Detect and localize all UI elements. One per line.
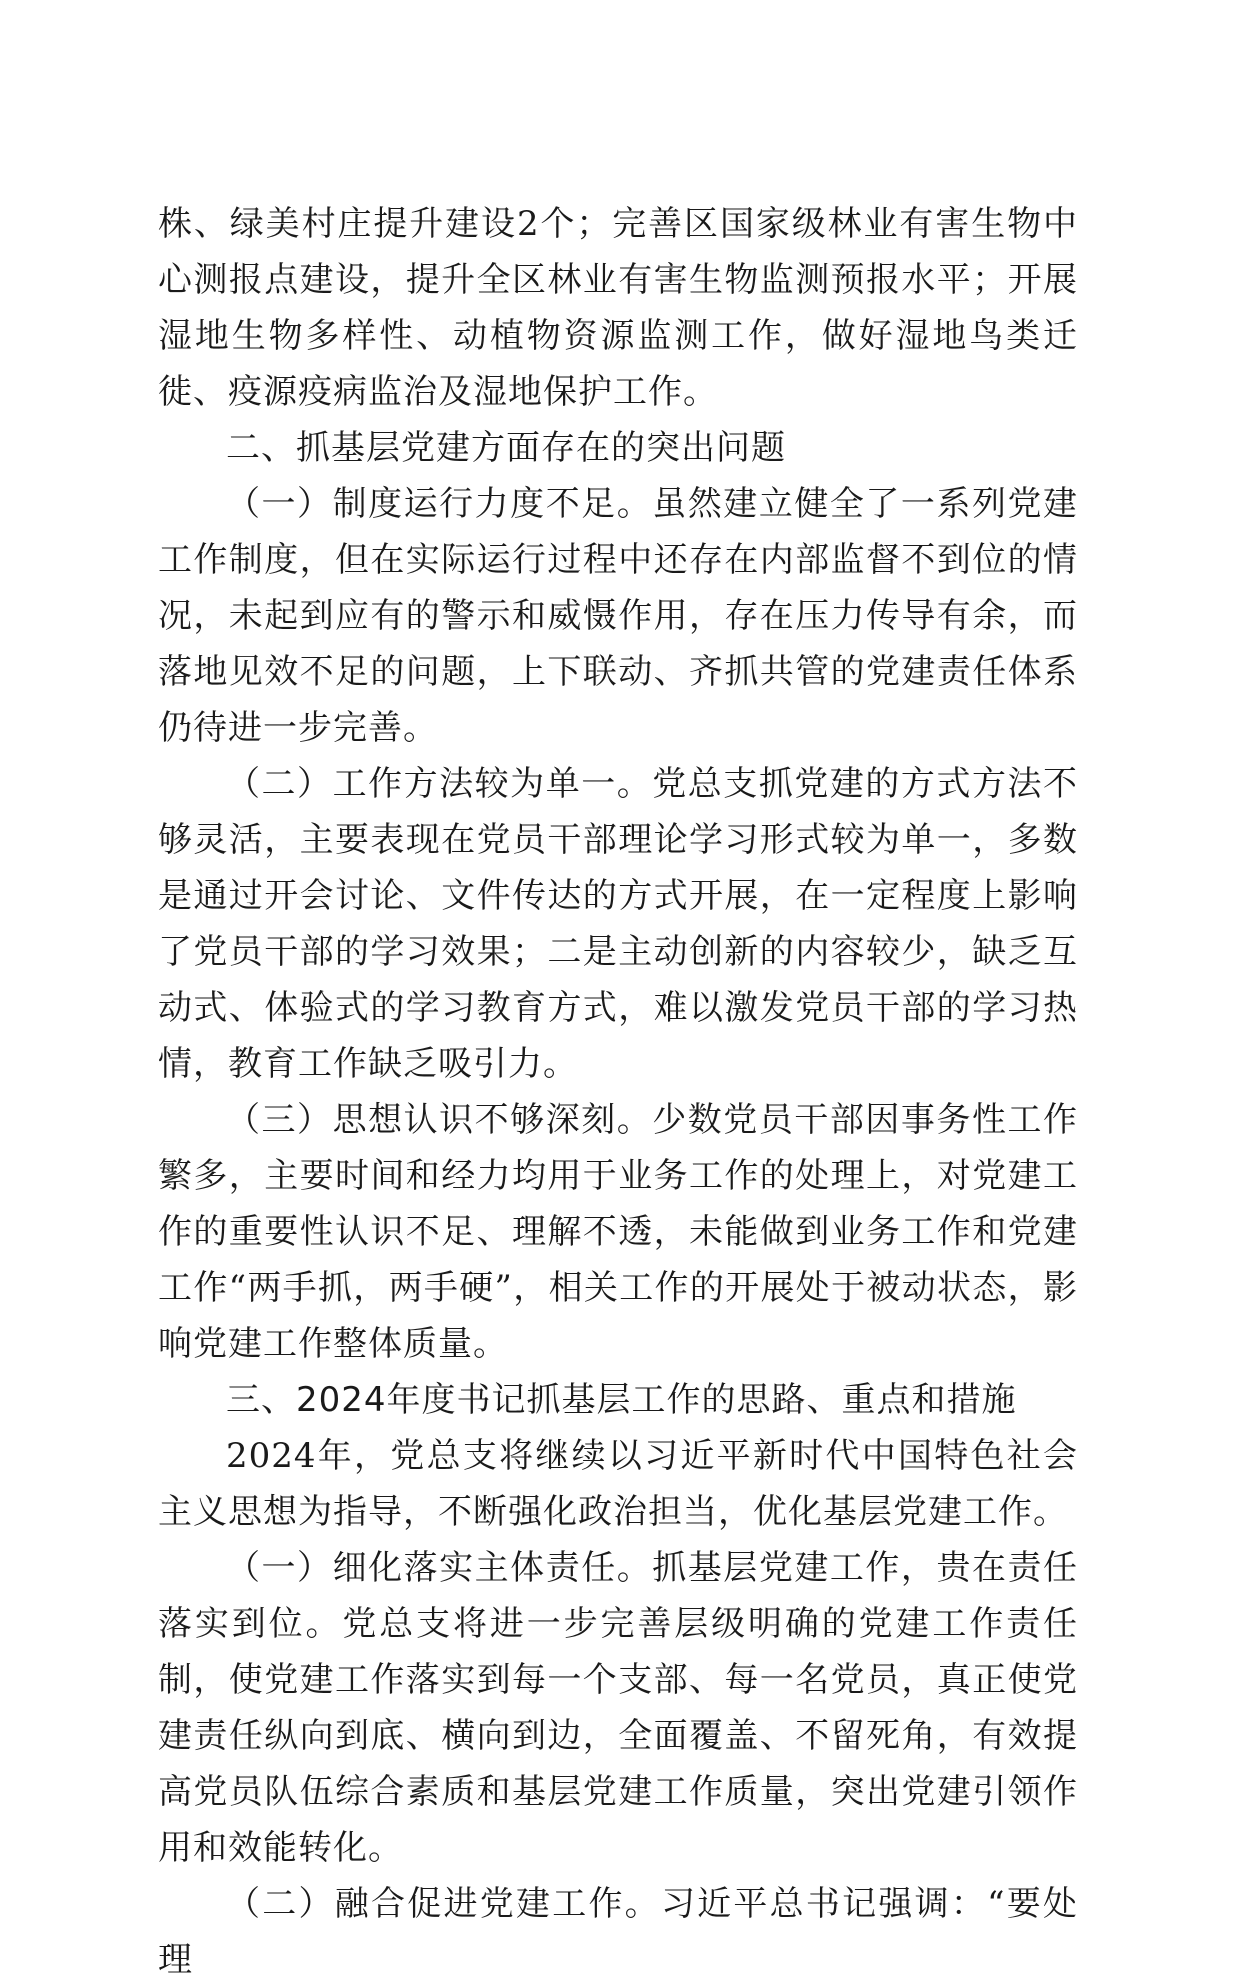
item-body: 习近平总书记强调：“要处理 <box>158 1884 1079 1980</box>
section-3-heading: 三、2024年度书记抓基层工作的思路、重点和措施 <box>226 1380 1017 1420</box>
continuation-paragraph: 株、绿美村庄提升建设2个；完善区国家级林业有害生物中心测报点建设，提升全区林业有害生物监测预报水平；开展湿地生物多样性、动植物资源监测工作，做好湿地鸟类迁徙、疫源疫病监治及湿地保护工作。 <box>158 204 1078 412</box>
document-body <box>158 196 1078 1988</box>
section-2-item-1 <box>158 476 1078 756</box>
section-3-item-1 <box>158 1540 1078 1876</box>
item-lead: （三）思想认识不够深刻。 <box>226 1100 653 1140</box>
item-body: 党总支抓党建的方式方法不够灵活，主要表现在党员干部理论学习形式较为单一，多数是通过开会讨论、文件传达的方式开展，在一定程度上影响了党员干部的学习效果；二是主动创新的内容较少，缺乏互动式、体验式的学习教育方式，难以激发党员干部的学习热情，教育工作缺乏吸引力。 <box>158 764 1079 1084</box>
item-lead: （二）工作方法较为单一。 <box>226 764 653 804</box>
item-lead: （一）细化落实主体责任。 <box>226 1548 653 1588</box>
item-lead: （一）制度运行力度不足。 <box>226 484 653 524</box>
section-3-item-2 <box>158 1876 1078 1988</box>
item-lead: （二）融合促进党建工作。 <box>226 1884 661 1924</box>
item-body: 少数党员干部因事务性工作繁多，主要时间和经力均用于业务工作的处理上，对党建工作的重要性认识不足、理解不透，未能做到业务工作和党建工作“两手抓，两手硬”，相关工作的开展处于被动状态，影响党建工作整体质量。 <box>158 1100 1079 1364</box>
section-3-intro: 2024年，党总支将继续以习近平新时代中国特色社会主义思想为指导，不断强化政治担当，优化基层党建工作。 <box>158 1436 1078 1532</box>
item-body: 抓基层党建工作，贵在责任落实到位。党总支将进一步完善层级明确的党建工作责任制，使党建工作落实到每一个支部、每一名党员，真正使党建责任纵向到底、横向到边，全面覆盖、不留死角，有效提高党员队伍综合素质和基层党建工作质量，突出党建引领作用和效能转化。 <box>158 1548 1079 1868</box>
section-2-item-2 <box>158 756 1078 1092</box>
item-body: 虽然建立健全了一系列党建工作制度，但在实际运行过程中还存在内部监督不到位的情况，未起到应有的警示和威慑作用，存在压力传导有余，而落地见效不足的问题，上下联动、齐抓共管的党建责任体系仍待进一步完善。 <box>158 484 1079 748</box>
section-2-heading: 二、抓基层党建方面存在的突出问题 <box>226 428 786 468</box>
section-2-item-3 <box>158 1092 1078 1372</box>
